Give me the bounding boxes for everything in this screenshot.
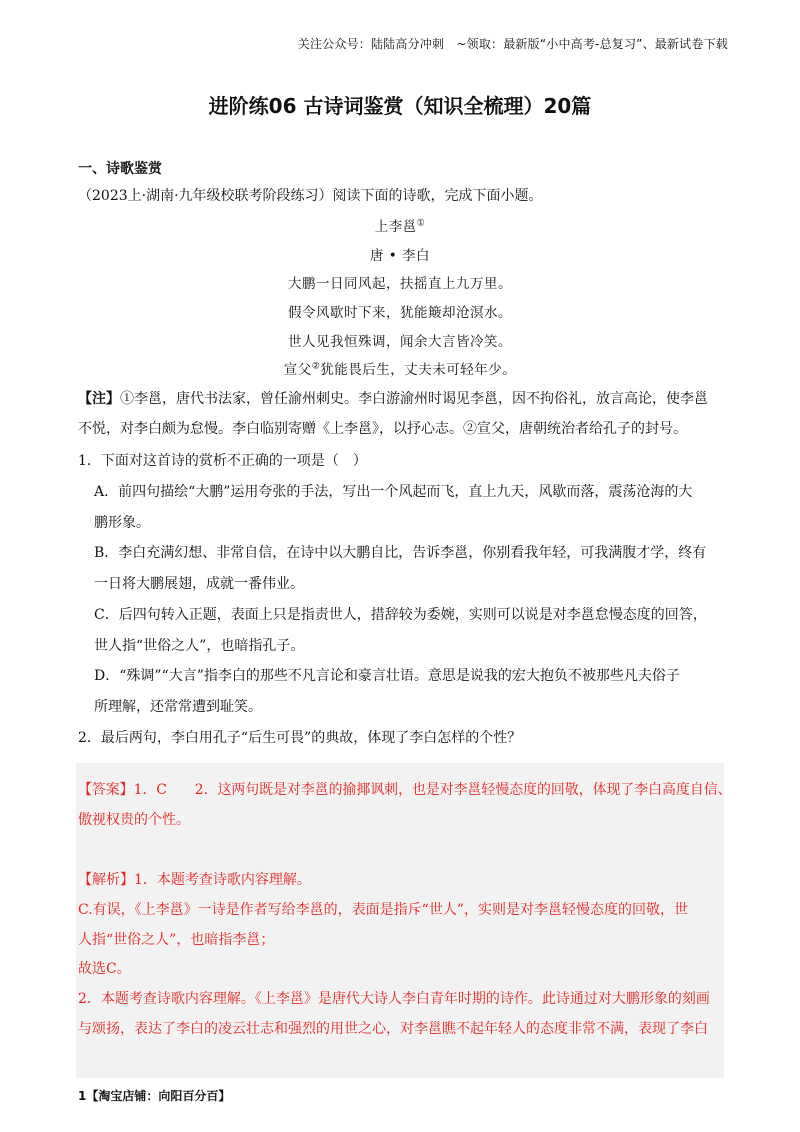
answer-line-1: 【答案】1．C 2．这两句既是对李邕的揄揶讽刺，也是对李邕轻慢态度的回敬，体现了李白高度自信、 bbox=[78, 782, 732, 798]
page-footer: 1【淘宝店铺：向阳百分百】 bbox=[78, 1089, 231, 1103]
note-line-2: 不悦，对李白颇为怠慢。李白临别寄赠《上李邕》，以抒心志。②宣父，唐朝统治者给孔子的封号。 bbox=[78, 421, 687, 437]
note-text-1: ①李邕，唐代书法家，曾任渝州刺史。李白游渝州时谒见李邕，因不拘俗礼，放言高论，使李邕 bbox=[120, 391, 708, 407]
question-2-stem: 2．最后两句，李白用孔子“后生可畏”的典故，体现了李白怎样的个性？ bbox=[78, 730, 522, 746]
option-d-line-2: 所理解，还常常遭到耻笑。 bbox=[94, 699, 262, 715]
page-header: 关注公众号：陆陆高分冲刺 ~领取：最新版“小中高考-总复习”、最新试卷下载 bbox=[297, 37, 728, 51]
poem-line-1: 大鹏一日同风起，扶摇直上九万里。 bbox=[288, 276, 512, 292]
poem-author: 唐 • 李白 bbox=[369, 248, 431, 264]
answer-line-2: 傲视权贵的个性。 bbox=[78, 812, 190, 828]
page-title: 进阶练06 古诗词鉴赏（知识全梳理）20篇 bbox=[208, 94, 592, 118]
option-b-line-2: 一日将大鹏展翅，成就一番伟业。 bbox=[94, 576, 304, 592]
poem-line-3: 世人见我恒殊调，闻余大言皆冷笑。 bbox=[288, 334, 512, 350]
analysis-line-5: 2．本题考查诗歌内容理解。《上李邕》是唐代大诗人李白青年时期的诗作。此诗通过对大鹏形象的刻画 bbox=[78, 991, 710, 1007]
poem-title bbox=[0, 215, 800, 235]
analysis-line-2: C.有误，《上李邕》一诗是作者写给李邕的，表面是指斥“世人”，实则是对李邕轻慢态度的回敬，世 bbox=[78, 902, 688, 918]
poem-line-2: 假令风歇时下来，犹能簸却沧溟水。 bbox=[288, 305, 512, 321]
poem-line-4-b: 犹能畏后生，丈夫未可轻年少。 bbox=[320, 362, 517, 378]
poem-line-4 bbox=[0, 358, 800, 378]
question-1-stem: 1．下面对这首诗的赏析不正确的一项是（ ） bbox=[78, 453, 367, 469]
option-a-line-2: 鹏形象。 bbox=[94, 515, 150, 531]
analysis-line-3: 人指“世俗之人”，也暗指李邕； bbox=[78, 932, 275, 948]
analysis-line-1: 【解析】1．本题考查诗歌内容理解。 bbox=[78, 872, 311, 888]
option-c-line-1: C．后四句转入正题，表面上只是指责世人，措辞较为委婉，实则可以说是对李邕怠慢态度的回答， bbox=[94, 607, 707, 623]
note-line-1 bbox=[78, 388, 708, 408]
option-a-line-1: A．前四句描绘“大鹏”运用夸张的手法，写出一个风起而飞，直上九天，风歇而落，震荡沧海的大 bbox=[94, 484, 693, 500]
poem-title-footnote-mark: ① bbox=[416, 218, 426, 229]
option-d-line-1: D．“殊调”“大言”指李白的那些不凡言论和豪言壮语。意思是说我的宏大抱负不被那些凡夫俗子 bbox=[94, 668, 680, 684]
analysis-line-6: 与颂扬，表达了李白的凌云壮志和强烈的用世之心，对李邕瞧不起年轻人的态度非常不满，表现了李白 bbox=[78, 1021, 708, 1037]
option-b-line-1: B．李白充满幻想、非常自信，在诗中以大鹏自比，告诉李邕，你别看我年轻，可我满腹才学，终有 bbox=[94, 545, 707, 561]
section-heading: 一、诗歌鉴赏 bbox=[78, 161, 162, 177]
analysis-line-4: 故选C。 bbox=[78, 961, 131, 977]
poem-line-4-a: 宣父 bbox=[283, 362, 312, 378]
intro-text: （2023上·湖南·九年级校联考阶段练习）阅读下面的诗歌，完成下面小题。 bbox=[78, 188, 543, 204]
poem-line-4-footnote-mark: ② bbox=[311, 361, 321, 372]
poem-title-text: 上李邕 bbox=[374, 219, 417, 235]
option-c-line-2: 世人指“世俗之人”，也暗指孔子。 bbox=[94, 638, 305, 654]
note-lead: 【注】 bbox=[78, 391, 120, 407]
